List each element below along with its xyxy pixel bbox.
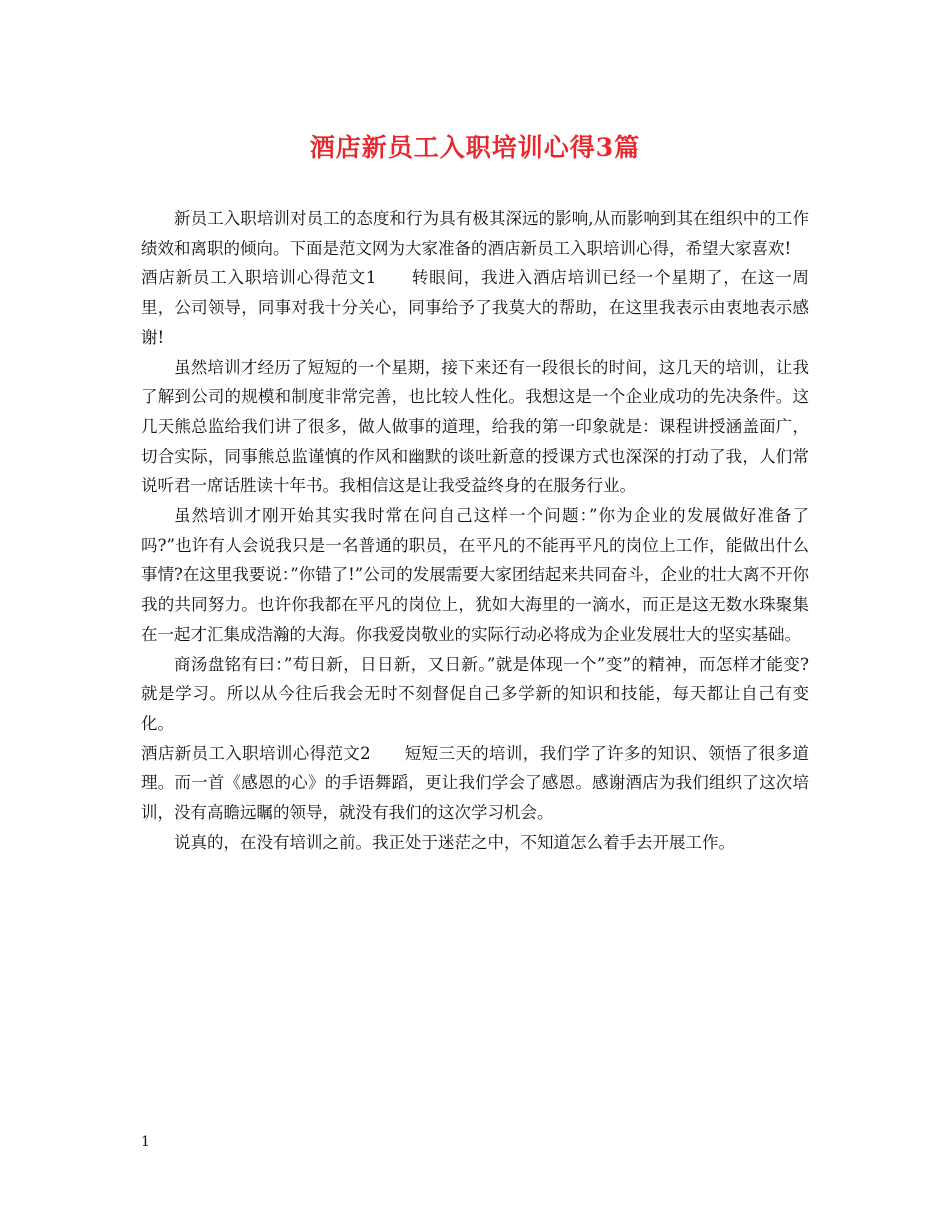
paragraph-essay-1-start: 酒店新员工入职培训心得范文1 转眼间，我进入酒店培训已经一个星期了，在这一周里，公司领导，同事对我十分关心，同事给予了我莫大的帮助，在这里我表示由衷地表示感谢! bbox=[141, 268, 809, 347]
paragraph-intro: 新员工入职培训对员工的态度和行为具有极其深远的影响,从而影响到其在组织中的工作绩效和离职的倾向。下面是范文网为大家准备的酒店新员工入职培训心得，希望大家喜欢! bbox=[141, 209, 809, 258]
page-number: 1 bbox=[141, 1134, 150, 1150]
paragraph-before-training: 说真的，在没有培训之前。我正处于迷茫之中，不知道怎么着手去开展工作。 bbox=[174, 832, 735, 852]
paragraph-essay-2-start: 酒店新员工入职培训心得范文2 短短三天的培训，我们学了许多的知识、领悟了很多道理。而一首《感恩的心》的手语舞蹈，更让我们学会了感恩。感谢酒店为我们组织了这次培训，没有高瞻远瞩的领导，就没有我们的这次学习机会。 bbox=[141, 743, 809, 823]
paragraph-self-question: 虽然培训才刚开始其实我时常在问自己这样一个问题：”你为企业的发展做好准备了吗?”也许有人会说我只是一名普通的职员，在平凡的不能再平凡的岗位上工作，能做出什么事情?在这里我要说：”你错了!”公司的发展需要大家团结起来共同奋斗，企业的壮大离不开你我的共同努力。也许你我都在平凡的岗位上，犹如大海里的一滴水，而正是这无数水珠聚集在一起才汇集成浩瀚的大海。你我爱岗敬业的实际行动必将成为企业发展壮大的坚实基础。 bbox=[141, 506, 809, 644]
paragraph-change: 商汤盘铭有曰：”苟日新，日日新，又日新。”就是体现一个”变”的精神，而怎样才能变?就是学习。所以从今往后我会无时不刻督促自己多学新的知识和技能，每天都让自己有变化。 bbox=[141, 654, 809, 733]
document-title: 酒店新员工入职培训心得3篇 bbox=[309, 133, 641, 162]
paragraph-training-week: 虽然培训才经历了短短的一个星期，接下来还有一段很长的时间，这几天的培训，让我了解到公司的规模和制度非常完善，也比较人性化。我想这是一个企业成功的先决条件。这几天熊总监给我们讲了很多，做人做事的道理，给我的第一印象就是：课程讲授涵盖面广，切合实际，同事熊总监谨慎的作风和幽默的谈吐新意的授课方式也深深的打动了我，人们常说听君一席话胜读十年书。我相信这是让我受益终身的在服务行业。 bbox=[141, 357, 809, 496]
document-body bbox=[141, 204, 809, 857]
